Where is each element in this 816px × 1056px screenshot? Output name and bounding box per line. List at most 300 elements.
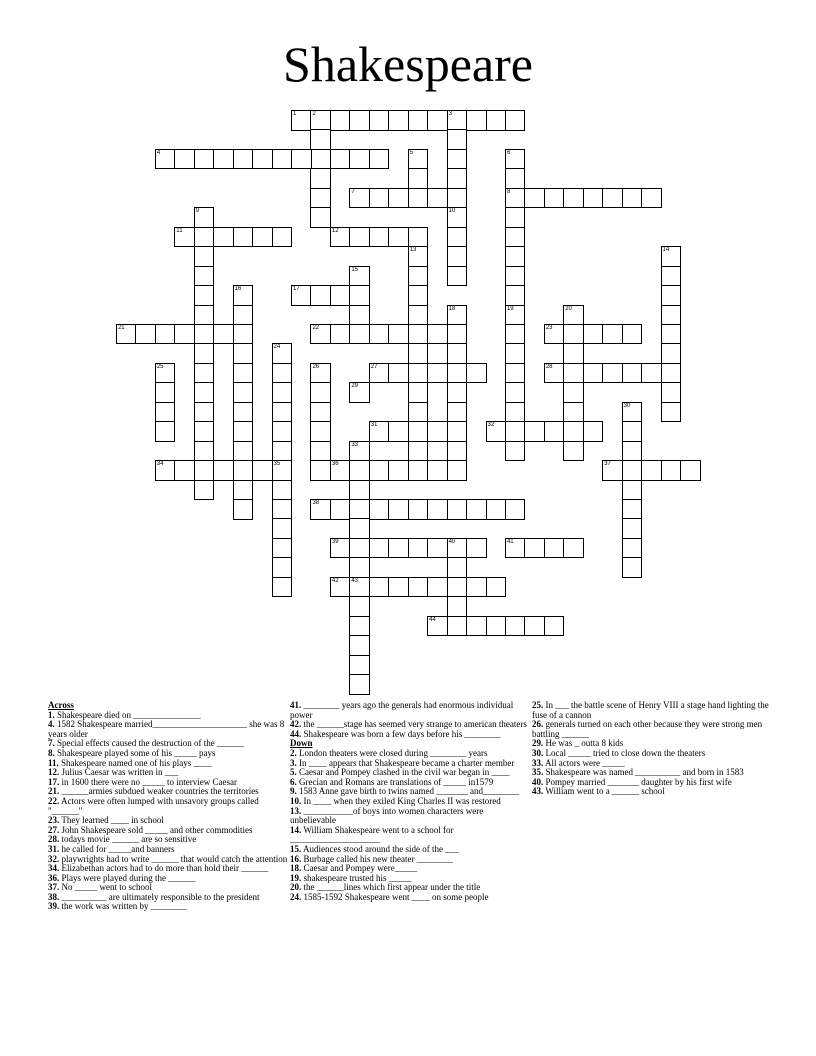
grid-cell[interactable]: [466, 616, 487, 637]
grid-cell[interactable]: [563, 382, 584, 403]
grid-cell[interactable]: [408, 577, 429, 598]
grid-cell[interactable]: [155, 363, 176, 384]
grid-cell[interactable]: [155, 402, 176, 423]
grid-cell[interactable]: [544, 538, 565, 559]
grid-cell[interactable]: [369, 149, 390, 170]
grid-cell[interactable]: [447, 499, 468, 520]
grid-cell[interactable]: [408, 149, 429, 170]
grid-cell[interactable]: [427, 499, 448, 520]
grid-cell[interactable]: [272, 518, 293, 539]
grid-cell[interactable]: [272, 441, 293, 462]
grid-cell[interactable]: [447, 207, 468, 228]
grid-cell[interactable]: [505, 188, 526, 209]
grid-cell[interactable]: [408, 343, 429, 364]
grid-cell[interactable]: [330, 499, 351, 520]
grid-cell[interactable]: [524, 538, 545, 559]
grid-cell[interactable]: [447, 168, 468, 189]
grid-cell[interactable]: [349, 674, 370, 695]
grid-cell[interactable]: [602, 460, 623, 481]
grid-cell[interactable]: [194, 382, 215, 403]
grid-cell[interactable]: [447, 227, 468, 248]
grid-cell[interactable]: [427, 110, 448, 131]
grid-cell[interactable]: [233, 402, 254, 423]
grid-cell[interactable]: [466, 577, 487, 598]
grid-cell[interactable]: [369, 421, 390, 442]
grid-cell[interactable]: [291, 149, 312, 170]
grid-cell[interactable]: [349, 266, 370, 287]
grid-cell[interactable]: [447, 577, 468, 598]
grid-cell[interactable]: [622, 188, 643, 209]
grid-cell[interactable]: [524, 421, 545, 442]
grid-cell[interactable]: [272, 227, 293, 248]
grid-cell[interactable]: [310, 149, 331, 170]
clue-item: 21. ______armies subdued weaker countries the territories: [48, 786, 259, 797]
grid-cell[interactable]: [349, 518, 370, 539]
grid-cell[interactable]: [349, 616, 370, 637]
grid-cell[interactable]: [505, 149, 526, 170]
grid-cell[interactable]: [447, 324, 468, 345]
cell-number: 31: [370, 422, 378, 429]
grid-cell[interactable]: [272, 363, 293, 384]
grid-cell[interactable]: [408, 402, 429, 423]
grid-cell[interactable]: [408, 441, 429, 462]
clue-item: 28. todays movie ______ are so sensitive: [48, 834, 197, 845]
cell-number: 40: [448, 538, 456, 545]
grid-cell[interactable]: [505, 227, 526, 248]
grid-cell[interactable]: [155, 149, 176, 170]
grid-cell[interactable]: [622, 363, 643, 384]
grid-cell[interactable]: [447, 266, 468, 287]
grid-cell[interactable]: [563, 324, 584, 345]
grid-cell[interactable]: [194, 227, 215, 248]
grid-cell[interactable]: [505, 382, 526, 403]
grid-cell[interactable]: [330, 460, 351, 481]
grid-cell[interactable]: [486, 499, 507, 520]
grid-cell[interactable]: [680, 460, 701, 481]
grid-cell[interactable]: [252, 460, 273, 481]
grid-cell[interactable]: [408, 188, 429, 209]
grid-cell[interactable]: [661, 285, 682, 306]
grid-cell[interactable]: [310, 188, 331, 209]
grid-cell[interactable]: [447, 616, 468, 637]
grid-cell[interactable]: [310, 460, 331, 481]
grid-cell[interactable]: [233, 499, 254, 520]
grid-cell[interactable]: [194, 402, 215, 423]
grid-cell[interactable]: [602, 188, 623, 209]
grid-cell[interactable]: [213, 460, 234, 481]
grid-cell[interactable]: [622, 480, 643, 501]
grid-cell[interactable]: [505, 616, 526, 637]
grid-cell[interactable]: [174, 227, 195, 248]
grid-cell[interactable]: [174, 324, 195, 345]
grid-cell[interactable]: [233, 363, 254, 384]
grid-cell[interactable]: [116, 324, 137, 345]
grid-cell[interactable]: [408, 285, 429, 306]
grid-cell[interactable]: [447, 188, 468, 209]
grid-cell[interactable]: [233, 441, 254, 462]
clue-item: 31. he called for _____and banners: [48, 843, 175, 854]
grid-cell[interactable]: [174, 149, 195, 170]
grid-cell[interactable]: [505, 246, 526, 267]
grid-cell[interactable]: [194, 343, 215, 364]
clue-item: 11. Shakespeare named one of his plays ____: [48, 757, 212, 768]
grid-cell[interactable]: [330, 538, 351, 559]
grid-cell[interactable]: [330, 285, 351, 306]
grid-cell[interactable]: [544, 616, 565, 637]
cell-number: 7: [351, 188, 355, 195]
grid-cell[interactable]: [213, 227, 234, 248]
grid-cell[interactable]: [388, 227, 409, 248]
grid-cell[interactable]: [272, 499, 293, 520]
grid-cell[interactable]: [505, 441, 526, 462]
grid-cell[interactable]: [369, 227, 390, 248]
grid-cell[interactable]: [427, 538, 448, 559]
grid-cell[interactable]: [233, 480, 254, 501]
grid-cell[interactable]: [388, 188, 409, 209]
grid-cell[interactable]: [408, 421, 429, 442]
grid-cell[interactable]: [505, 538, 526, 559]
grid-cell[interactable]: [427, 421, 448, 442]
grid-cell[interactable]: [252, 227, 273, 248]
grid-cell[interactable]: [349, 227, 370, 248]
grid-cell[interactable]: [310, 441, 331, 462]
grid-cell[interactable]: [466, 538, 487, 559]
grid-cell[interactable]: [447, 305, 468, 326]
grid-cell[interactable]: [330, 227, 351, 248]
grid-cell[interactable]: [466, 499, 487, 520]
grid-cell[interactable]: [505, 402, 526, 423]
grid-cell[interactable]: [447, 149, 468, 170]
grid-cell[interactable]: [233, 343, 254, 364]
grid-cell[interactable]: [310, 285, 331, 306]
grid-cell[interactable]: [174, 460, 195, 481]
grid-cell[interactable]: [194, 285, 215, 306]
grid-cell[interactable]: [291, 285, 312, 306]
cell-number: 39: [331, 538, 339, 545]
grid-cell[interactable]: [194, 324, 215, 345]
grid-cell[interactable]: [466, 110, 487, 131]
grid-cell[interactable]: [388, 460, 409, 481]
grid-cell[interactable]: [602, 324, 623, 345]
grid-cell[interactable]: [661, 305, 682, 326]
grid-cell[interactable]: [310, 168, 331, 189]
grid-cell[interactable]: [194, 460, 215, 481]
grid-cell[interactable]: [330, 577, 351, 598]
grid-cell[interactable]: [447, 363, 468, 384]
grid-cell[interactable]: [408, 305, 429, 326]
grid-cell[interactable]: [388, 421, 409, 442]
grid-cell[interactable]: [661, 460, 682, 481]
clue-item: 16. Burbage called his new theater ________: [290, 853, 453, 864]
grid-cell[interactable]: [408, 168, 429, 189]
cell-number: 28: [545, 363, 553, 370]
grid-cell[interactable]: [563, 538, 584, 559]
grid-cell[interactable]: [310, 324, 331, 345]
grid-cell[interactable]: [349, 324, 370, 345]
grid-cell[interactable]: [544, 421, 565, 442]
clue-item: 9. 1583 Anne gave birth to twins named _______ and________: [290, 786, 519, 797]
clue-item: 1. Shakespeare died on _______________: [48, 709, 201, 720]
grid-cell[interactable]: [622, 402, 643, 423]
grid-cell[interactable]: [272, 149, 293, 170]
grid-cell[interactable]: [408, 266, 429, 287]
clue-column-3: [532, 701, 780, 797]
grid-cell[interactable]: [155, 421, 176, 442]
grid-cell[interactable]: [641, 188, 662, 209]
grid-cell[interactable]: [563, 188, 584, 209]
grid-cell[interactable]: [622, 324, 643, 345]
grid-cell[interactable]: [447, 129, 468, 150]
grid-cell[interactable]: [505, 343, 526, 364]
grid-cell[interactable]: [349, 305, 370, 326]
grid-cell[interactable]: [369, 538, 390, 559]
grid-cell[interactable]: [447, 596, 468, 617]
grid-cell[interactable]: [544, 188, 565, 209]
grid-cell[interactable]: [622, 460, 643, 481]
grid-cell[interactable]: [155, 324, 176, 345]
grid-cell[interactable]: [349, 577, 370, 598]
grid-cell[interactable]: [349, 382, 370, 403]
grid-cell[interactable]: [583, 363, 604, 384]
grid-cell[interactable]: [369, 363, 390, 384]
grid-cell[interactable]: [447, 382, 468, 403]
grid-cell[interactable]: [505, 363, 526, 384]
grid-cell[interactable]: [310, 382, 331, 403]
grid-cell[interactable]: [349, 557, 370, 578]
grid-cell[interactable]: [427, 460, 448, 481]
grid-cell[interactable]: [447, 460, 468, 481]
grid-cell[interactable]: [349, 655, 370, 676]
grid-cell[interactable]: [310, 363, 331, 384]
grid-cell[interactable]: [563, 363, 584, 384]
grid-cell[interactable]: [213, 149, 234, 170]
grid-cell[interactable]: [349, 441, 370, 462]
grid-cell[interactable]: [427, 324, 448, 345]
grid-cell[interactable]: [505, 305, 526, 326]
grid-cell[interactable]: [349, 149, 370, 170]
grid-cell[interactable]: [369, 499, 390, 520]
grid-cell[interactable]: [291, 110, 312, 131]
clue-item: 35. Shakespeare was named __________ and born in 1583: [532, 767, 744, 778]
grid-cell[interactable]: [466, 363, 487, 384]
grid-cell[interactable]: [563, 402, 584, 423]
grid-cell[interactable]: [505, 499, 526, 520]
grid-cell[interactable]: [408, 538, 429, 559]
grid-cell[interactable]: [622, 441, 643, 462]
grid-cell[interactable]: [233, 460, 254, 481]
grid-cell[interactable]: [505, 168, 526, 189]
grid-cell[interactable]: [310, 129, 331, 150]
grid-cell[interactable]: [661, 266, 682, 287]
grid-cell[interactable]: [272, 577, 293, 598]
grid-cell[interactable]: [583, 188, 604, 209]
grid-cell[interactable]: [447, 343, 468, 364]
grid-cell[interactable]: [583, 324, 604, 345]
grid-cell[interactable]: [661, 363, 682, 384]
grid-cell[interactable]: [602, 363, 623, 384]
grid-cell[interactable]: [194, 305, 215, 326]
grid-cell[interactable]: [661, 382, 682, 403]
grid-cell[interactable]: [505, 324, 526, 345]
cell-number: 25: [156, 363, 164, 370]
grid-cell[interactable]: [388, 499, 409, 520]
grid-cell[interactable]: [486, 616, 507, 637]
grid-cell[interactable]: [622, 538, 643, 559]
grid-cell[interactable]: [427, 616, 448, 637]
grid-cell[interactable]: [233, 149, 254, 170]
grid-cell[interactable]: [233, 421, 254, 442]
grid-cell[interactable]: [310, 421, 331, 442]
grid-cell[interactable]: [155, 460, 176, 481]
grid-cell[interactable]: [486, 577, 507, 598]
grid-cell[interactable]: [194, 363, 215, 384]
grid-cell[interactable]: [233, 305, 254, 326]
grid-cell[interactable]: [272, 421, 293, 442]
grid-cell[interactable]: [349, 460, 370, 481]
grid-cell[interactable]: [388, 577, 409, 598]
grid-cell[interactable]: [447, 421, 468, 442]
grid-cell[interactable]: [194, 441, 215, 462]
grid-cell[interactable]: [272, 480, 293, 501]
grid-cell[interactable]: [194, 480, 215, 501]
grid-cell[interactable]: [486, 110, 507, 131]
grid-cell[interactable]: [369, 324, 390, 345]
grid-cell[interactable]: [155, 382, 176, 403]
grid-cell[interactable]: [349, 480, 370, 501]
grid-cell[interactable]: [447, 402, 468, 423]
grid-cell[interactable]: [661, 402, 682, 423]
cell-number: 34: [156, 461, 164, 468]
grid-cell[interactable]: [194, 246, 215, 267]
grid-cell[interactable]: [135, 324, 156, 345]
grid-cell[interactable]: [427, 188, 448, 209]
grid-cell[interactable]: [661, 343, 682, 364]
cell-number: 3: [448, 111, 452, 117]
grid-cell[interactable]: [233, 285, 254, 306]
grid-cell[interactable]: [447, 557, 468, 578]
grid-cell[interactable]: [505, 421, 526, 442]
grid-cell[interactable]: [369, 577, 390, 598]
grid-cell[interactable]: [349, 188, 370, 209]
grid-cell[interactable]: [388, 324, 409, 345]
grid-cell[interactable]: [408, 460, 429, 481]
grid-cell[interactable]: [622, 499, 643, 520]
clue-item: 2. London theaters were closed during ________ years: [290, 747, 488, 758]
clue-item: 29. He was _ outta 8 kids: [532, 738, 624, 749]
grid-cell[interactable]: [622, 421, 643, 442]
grid-cell[interactable]: [661, 324, 682, 345]
grid-cell[interactable]: [622, 518, 643, 539]
grid-cell[interactable]: [310, 499, 331, 520]
grid-cell[interactable]: [349, 110, 370, 131]
grid-cell[interactable]: [369, 110, 390, 131]
grid-cell[interactable]: [447, 110, 468, 131]
grid-cell[interactable]: [622, 557, 643, 578]
clue-item: 39. the work was written by ________: [48, 901, 187, 912]
grid-cell[interactable]: [272, 460, 293, 481]
grid-cell[interactable]: [349, 285, 370, 306]
grid-cell[interactable]: [447, 538, 468, 559]
grid-cell[interactable]: [194, 149, 215, 170]
grid-cell[interactable]: [272, 402, 293, 423]
grid-cell[interactable]: [408, 246, 429, 267]
grid-cell[interactable]: [408, 363, 429, 384]
grid-cell[interactable]: [447, 246, 468, 267]
grid-cell[interactable]: [505, 110, 526, 131]
grid-cell[interactable]: [310, 110, 331, 131]
grid-cell[interactable]: [524, 188, 545, 209]
grid-cell[interactable]: [563, 441, 584, 462]
grid-cell[interactable]: [194, 266, 215, 287]
grid-cell[interactable]: [330, 110, 351, 131]
across-heading: Across: [48, 700, 74, 710]
grid-cell[interactable]: [369, 188, 390, 209]
grid-cell[interactable]: [427, 363, 448, 384]
grid-cell[interactable]: [252, 149, 273, 170]
cell-number: 36: [331, 461, 339, 468]
grid-cell[interactable]: [330, 324, 351, 345]
grid-cell[interactable]: [505, 285, 526, 306]
grid-cell[interactable]: [272, 343, 293, 364]
grid-cell[interactable]: [310, 207, 331, 228]
grid-cell[interactable]: [408, 110, 429, 131]
grid-cell[interactable]: [486, 421, 507, 442]
grid-cell[interactable]: [661, 246, 682, 267]
grid-cell[interactable]: [233, 324, 254, 345]
cell-number: 15: [351, 266, 359, 273]
grid-cell[interactable]: [194, 207, 215, 228]
cell-number: 32: [487, 422, 495, 429]
grid-cell[interactable]: [505, 266, 526, 287]
grid-cell[interactable]: [349, 635, 370, 656]
cell-number: 30: [623, 402, 631, 409]
grid-cell[interactable]: [272, 538, 293, 559]
grid-cell[interactable]: [349, 538, 370, 559]
grid-cell[interactable]: [408, 324, 429, 345]
grid-cell[interactable]: [427, 577, 448, 598]
grid-cell[interactable]: [524, 616, 545, 637]
grid-cell[interactable]: [388, 110, 409, 131]
grid-cell[interactable]: [310, 402, 331, 423]
grid-cell[interactable]: [563, 421, 584, 442]
grid-cell[interactable]: [408, 227, 429, 248]
grid-cell[interactable]: [408, 382, 429, 403]
grid-cell[interactable]: [563, 305, 584, 326]
grid-cell[interactable]: [233, 382, 254, 403]
grid-cell[interactable]: [272, 557, 293, 578]
grid-cell[interactable]: [641, 460, 662, 481]
grid-cell[interactable]: [213, 324, 234, 345]
grid-cell[interactable]: [233, 227, 254, 248]
grid-cell[interactable]: [349, 499, 370, 520]
grid-cell[interactable]: [194, 421, 215, 442]
grid-cell[interactable]: [369, 460, 390, 481]
grid-cell[interactable]: [408, 499, 429, 520]
grid-cell[interactable]: [583, 421, 604, 442]
grid-cell[interactable]: [505, 207, 526, 228]
grid-cell[interactable]: [447, 441, 468, 462]
grid-cell[interactable]: [272, 382, 293, 403]
grid-cell[interactable]: [544, 363, 565, 384]
grid-cell[interactable]: [544, 324, 565, 345]
grid-cell[interactable]: [641, 363, 662, 384]
grid-cell[interactable]: [388, 538, 409, 559]
grid-cell[interactable]: [349, 596, 370, 617]
grid-cell[interactable]: [330, 149, 351, 170]
clue-item: 12. Julius Caesar was written in ___: [48, 767, 179, 778]
grid-cell[interactable]: [563, 343, 584, 364]
grid-cell[interactable]: [388, 363, 409, 384]
